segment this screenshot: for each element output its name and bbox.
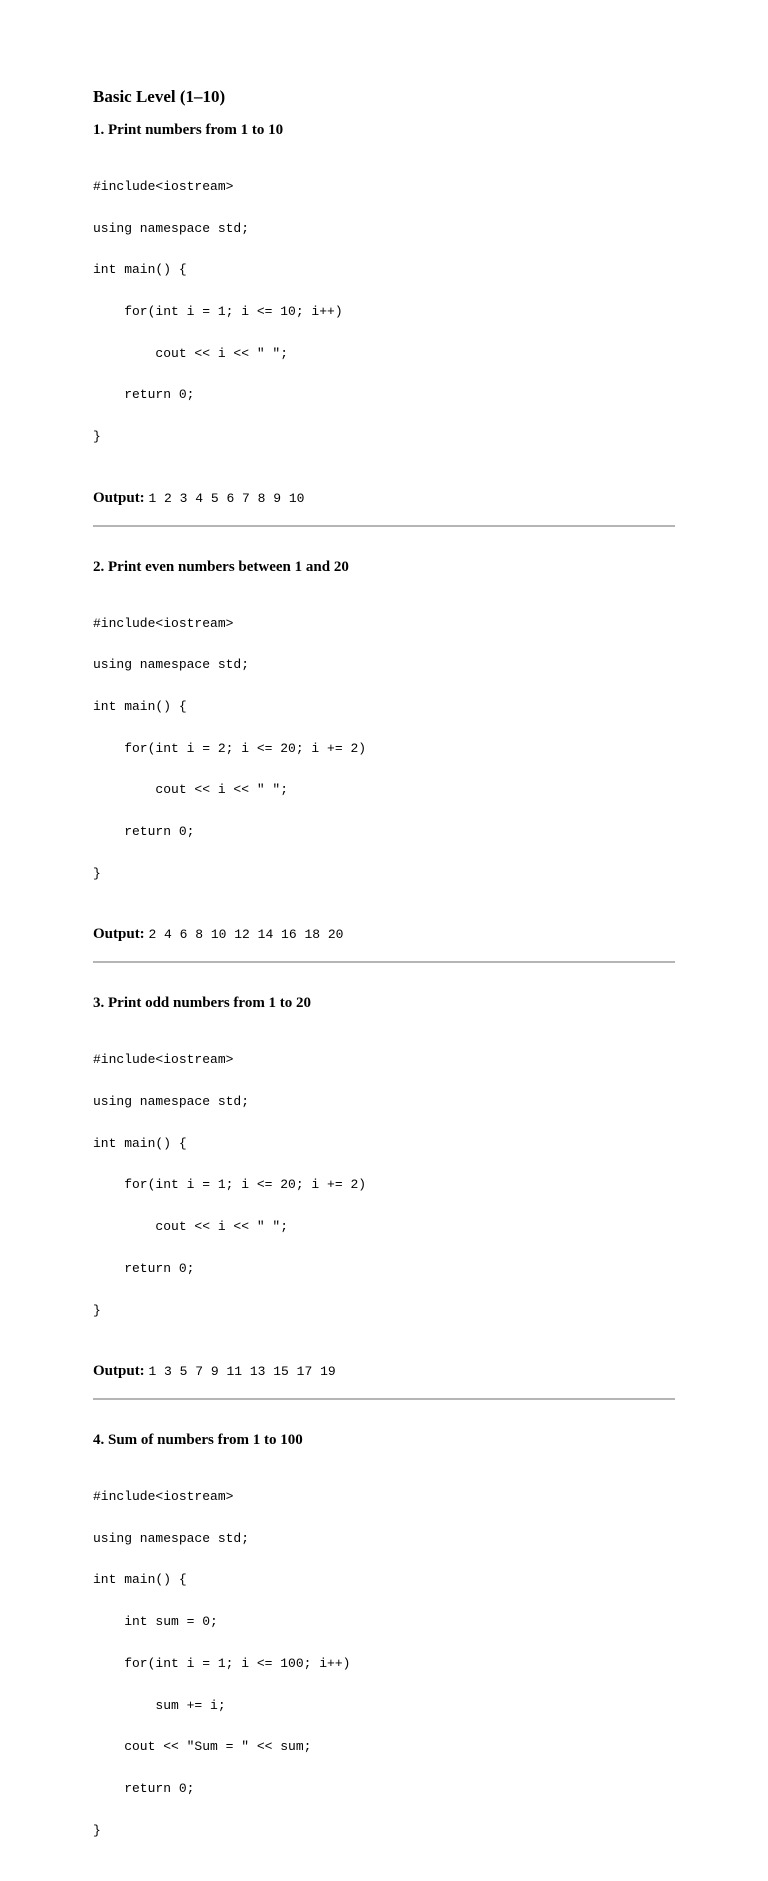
output-label: Output: [93,489,145,506]
code-line: } [93,1302,101,1318]
code-line: #include<iostream> [93,1489,234,1505]
output-value: 1 3 5 7 9 11 13 15 17 19 [148,1364,336,1380]
document-page [93,86,675,1881]
page-title: Basic Level (1–10) [93,87,226,106]
code-line: #include<iostream> [93,178,234,194]
output-line [93,1361,675,1382]
output-line [93,488,675,509]
section-3 [93,993,675,1382]
code-line: using namespace std; [93,657,250,673]
code-line: for(int i = 1; i <= 20; i += 2) [93,1177,367,1193]
code-line: for(int i = 2; i <= 20; i += 2) [93,740,367,756]
code-line: cout << "Sum = " << sum; [93,1739,312,1755]
output-label: Output: [93,1363,145,1380]
section-divider [93,1398,675,1400]
code-line: using namespace std; [93,1093,250,1109]
code-line: return 0; [93,824,195,840]
code-line: cout << i << " "; [93,345,289,361]
code-line: cout << i << " "; [93,1219,289,1235]
code-line: cout << i << " "; [93,782,289,798]
code-line: return 0; [93,1260,195,1276]
code-line: #include<iostream> [93,615,234,631]
code-line: sum += i; [93,1697,226,1713]
code-line: } [93,865,101,881]
code-line: int main() { [93,262,187,278]
section-heading: 2. Print even numbers between 1 and 20 [93,558,349,575]
code-block [93,1462,675,1865]
code-line: using namespace std; [93,220,250,236]
section-2 [93,557,675,946]
section-divider [93,525,675,527]
section-heading: 4. Sum of numbers from 1 to 100 [93,1432,303,1449]
code-line: int main() { [93,1135,187,1151]
output-label: Output: [93,926,145,943]
code-line: } [93,1822,101,1838]
code-line: int sum = 0; [93,1614,218,1630]
section-heading: 1. Print numbers from 1 to 10 [93,122,284,138]
code-line: for(int i = 1; i <= 10; i++) [93,303,343,319]
section-heading: 3. Print odd numbers from 1 to 20 [93,995,312,1012]
code-block [93,1025,675,1345]
section-divider [93,961,675,963]
code-line: for(int i = 1; i <= 100; i++) [93,1655,351,1671]
code-line: using namespace std; [93,1530,250,1546]
section-1 [93,120,675,509]
code-line: } [93,429,101,445]
output-line [93,924,675,945]
code-line: return 0; [93,1780,195,1796]
code-line: int main() { [93,1572,187,1588]
code-line: int main() { [93,698,187,714]
section-4 [93,1430,675,1865]
output-value: 2 4 6 8 10 12 14 16 18 20 [148,927,344,943]
output-value: 1 2 3 4 5 6 7 8 9 10 [148,490,305,506]
code-line: #include<iostream> [93,1052,234,1068]
code-block [93,152,675,472]
code-line: return 0; [93,387,195,403]
code-block [93,589,675,909]
